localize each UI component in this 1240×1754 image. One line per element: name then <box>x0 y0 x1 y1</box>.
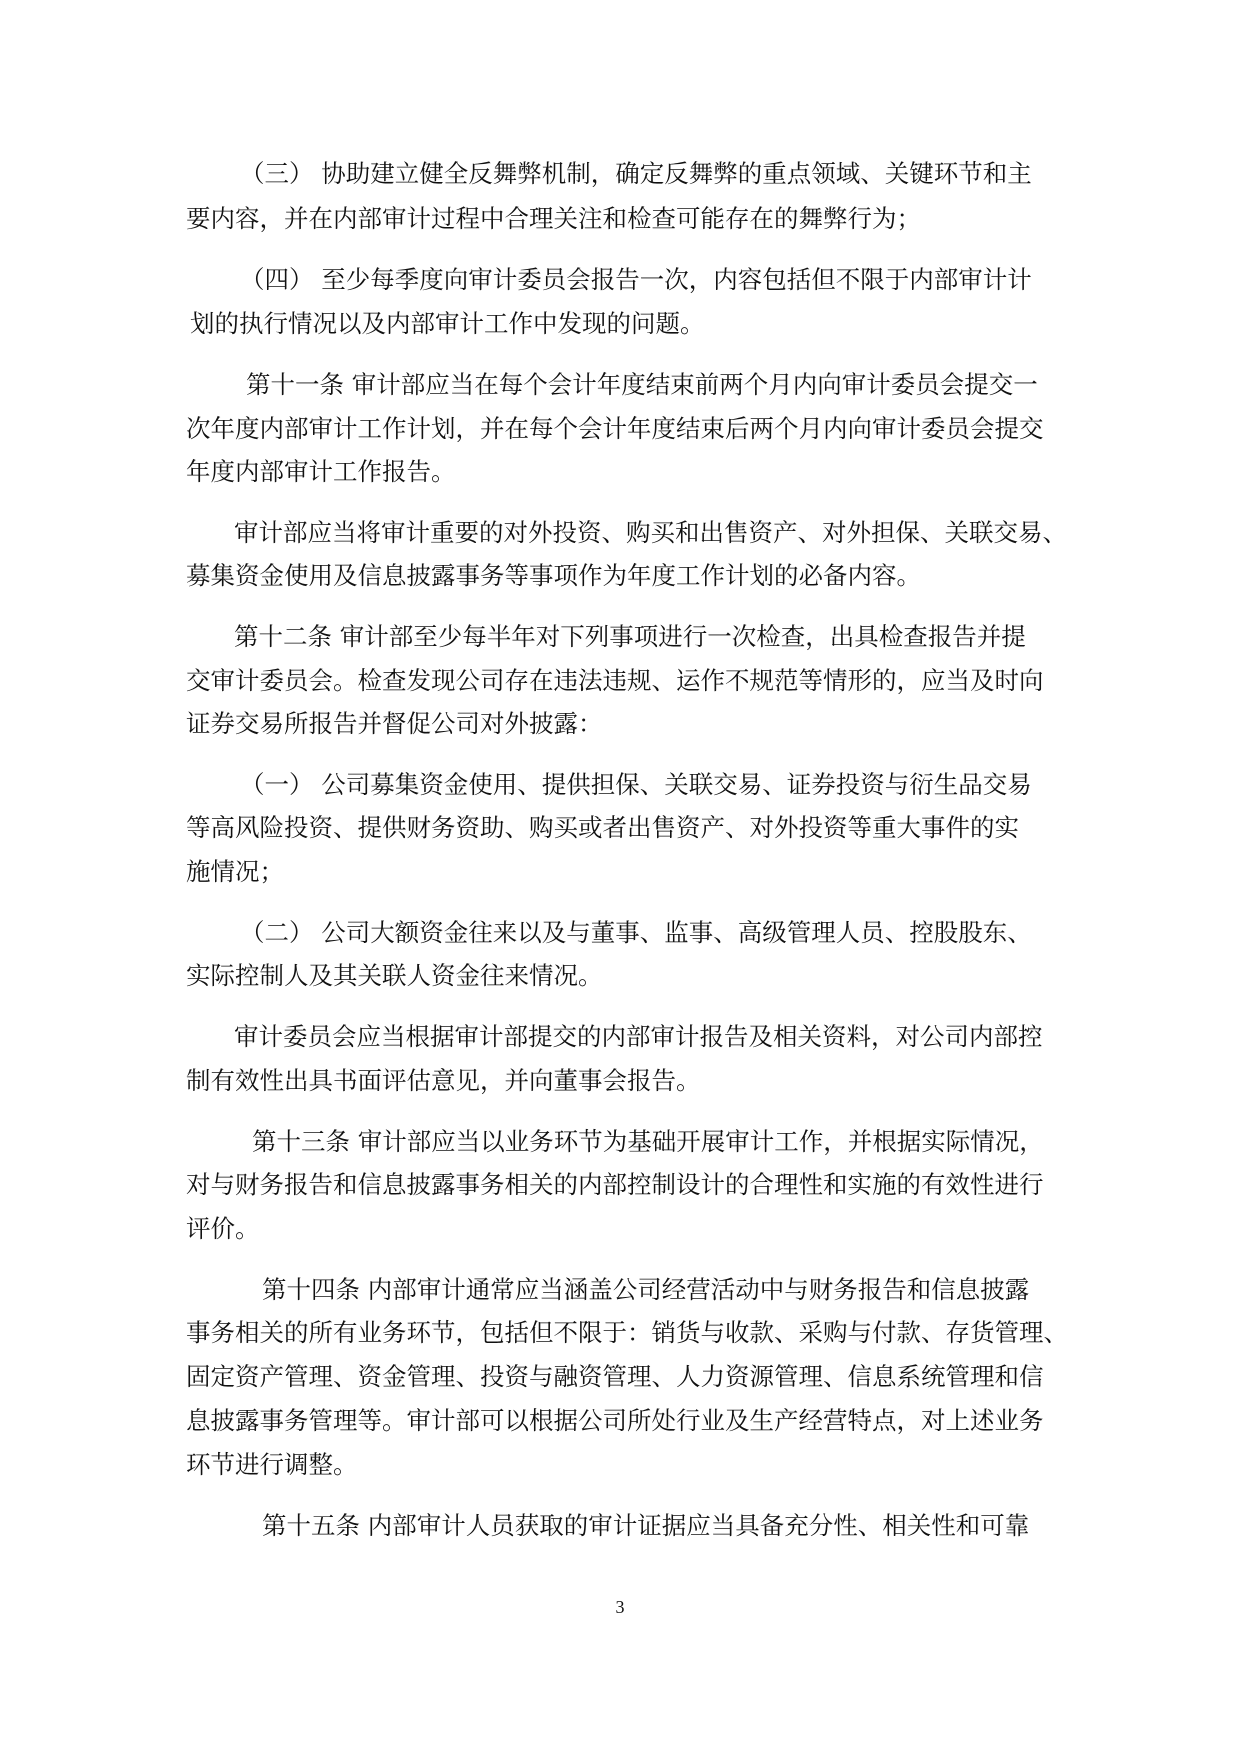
article-12-line-2: 交审计委员会。检查发现公司存在违法违规、运作不规范等情形的，应当及时向 <box>186 666 1044 695</box>
article-14-line-3: 固定资产管理、资金管理、投资与融资管理、人力资源管理、信息系统管理和信 <box>186 1362 1044 1391</box>
item-1-line-2: 等高风险投资、提供财务资助、购买或者出售资产、对外投资等重大事件的实 <box>186 813 1019 842</box>
article-13-line-2: 对与财务报告和信息披露事务相关的内部控制设计的合理性和实施的有效性进行 <box>186 1170 1044 1199</box>
article-14-line-2: 事务相关的所有业务环节，包括但不限于：销货与收款、采购与付款、存货管理、 <box>186 1318 1068 1347</box>
page-number: 3 <box>615 1597 625 1617</box>
article-12-line-1: 第十二条 审计部至少每半年对下列事项进行一次检查，出具检查报告并提 <box>234 622 1026 651</box>
article-14-line-1: 第十四条 内部审计通常应当涵盖公司经营活动中与财务报告和信息披露 <box>262 1275 1030 1304</box>
article-11-line-1: 第十一条 审计部应当在每个会计年度结束前两个月内向审计委员会提交一 <box>246 370 1038 399</box>
paragraph-2-line-1: （四） 至少每季度向审计委员会报告一次，内容包括但不限于内部审计计 <box>240 265 1032 294</box>
paragraph-4-line-1: 审计部应当将审计重要的对外投资、购买和出售资产、对外担保、关联交易、 <box>234 518 1067 547</box>
item-2-line-2: 实际控制人及其关联人资金往来情况。 <box>186 961 603 990</box>
item-1-line-1: （一） 公司募集资金使用、提供担保、关联交易、证券投资与衍生品交易 <box>240 770 1032 799</box>
paragraph-1-line-2: 要内容，并在内部审计过程中合理关注和检查可能存在的舞弊行为； <box>186 204 921 233</box>
article-14-line-5: 环节进行调整。 <box>186 1450 358 1479</box>
article-13-line-1: 第十三条 审计部应当以业务环节为基础开展审计工作，并根据实际情况， <box>252 1127 1044 1156</box>
article-14-line-4: 息披露事务管理等。审计部可以根据公司所处行业及生产经营特点，对上述业务 <box>186 1406 1044 1435</box>
paragraph-8-line-2: 制有效性出具书面评估意见，并向董事会报告。 <box>186 1066 701 1095</box>
article-12-line-3: 证券交易所报告并督促公司对外披露： <box>186 709 603 738</box>
paragraph-1-line-1: （三） 协助建立健全反舞弊机制，确定反舞弊的重点领域、关键环节和主 <box>240 159 1032 188</box>
article-11-line-2: 次年度内部审计工作计划，并在每个会计年度结束后两个月内向审计委员会提交 <box>186 414 1044 443</box>
paragraph-8-line-1: 审计委员会应当根据审计部提交的内部审计报告及相关资料，对公司内部控 <box>234 1022 1043 1051</box>
paragraph-2-line-2: 划的执行情况以及内部审计工作中发现的问题。 <box>190 309 705 338</box>
article-11-line-3: 年度内部审计工作报告。 <box>186 457 456 486</box>
paragraph-4-line-2: 募集资金使用及信息披露事务等事项作为年度工作计划的必备内容。 <box>186 561 921 590</box>
article-15-line-1: 第十五条 内部审计人员获取的审计证据应当具备充分性、相关性和可靠 <box>262 1511 1030 1540</box>
item-1-line-3: 施情况； <box>186 857 284 886</box>
item-2-line-1: （二） 公司大额资金往来以及与董事、监事、高级管理人员、控股股东、 <box>240 918 1032 947</box>
article-13-line-3: 评价。 <box>186 1214 260 1243</box>
